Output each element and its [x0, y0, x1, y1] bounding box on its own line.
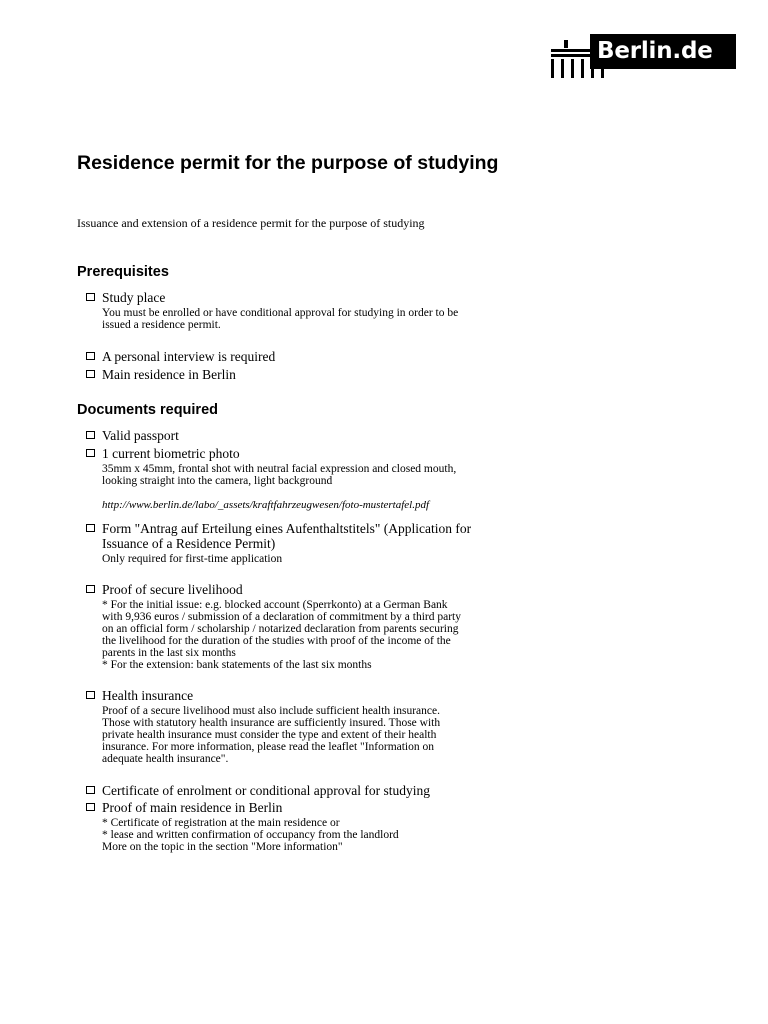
photo-template-link[interactable]: http://www.berlin.de/labo/_assets/kraftfahrzeugwesen/foto-mustertafel.pdf [102, 499, 430, 511]
page-title: Residence permit for the purpose of studying [77, 152, 499, 174]
checkbox-icon [86, 293, 95, 301]
item-label: Main residence in Berlin [102, 367, 236, 382]
item-label: Certificate of enrolment or conditional approval for studying [102, 783, 431, 798]
document-main-residence [86, 800, 526, 853]
checkbox-icon [86, 370, 95, 378]
documents-heading: Documents required [77, 402, 218, 418]
prerequisite-interview [86, 349, 526, 364]
berlin-logo[interactable] [550, 34, 736, 78]
document-application-form [86, 521, 526, 565]
item-note: * For the initial issue: e.g. blocked account (Sperrkonto) at a German Bank with 9,936 euros / submission of a declaration of commitment by a third party on an official form / scholarship / notarized declaration from parents securing the livelihood for the duration of the studies with proof of the income of the parents in the last six months * For the extension: bank statements of the last six months [102, 599, 461, 671]
checkbox-icon [86, 524, 95, 532]
item-label: Valid passport [102, 428, 179, 443]
checkbox-icon [86, 803, 95, 811]
item-note: 35mm x 45mm, frontal shot with neutral facial expression and closed mouth, looking straight into the camera, light background [102, 463, 457, 487]
item-label: Study place [102, 290, 166, 305]
prerequisite-residence [86, 367, 526, 382]
item-label: Proof of secure livelihood [102, 582, 243, 597]
checkbox-icon [86, 352, 95, 360]
item-note: You must be enrolled or have conditional approval for studying in order to be issued a residence permit. [102, 307, 459, 331]
item-note: Only required for first-time application [102, 553, 283, 565]
checkbox-icon [86, 585, 95, 593]
item-note: * Certificate of registration at the main residence or * lease and written confirmation of occupancy from the landlord More on the topic in the section "More information" [102, 817, 399, 853]
document-enrolment [86, 783, 526, 798]
checkbox-icon [86, 786, 95, 794]
logo-wordmark: Berlin.de [590, 34, 736, 69]
prerequisite-study-place [86, 290, 526, 331]
checkbox-icon [86, 691, 95, 699]
item-label: A personal interview is required [102, 349, 276, 364]
document-livelihood [86, 582, 526, 671]
checkbox-icon [86, 431, 95, 439]
item-label: 1 current biometric photo [102, 446, 240, 461]
prerequisites-heading: Prerequisites [77, 264, 169, 280]
checkbox-icon [86, 449, 95, 457]
page-subtitle: Issuance and extension of a residence permit for the purpose of studying [77, 216, 425, 230]
item-note: Proof of a secure livelihood must also include sufficient health insurance. Those with statutory health insurance are sufficiently insured. Those with private health insurance must consider the type and extent of their health insurance. For more information, please read the leaflet "Information on adequate health insurance". [102, 705, 441, 765]
document-health-insurance [86, 688, 526, 765]
item-label: Health insurance [102, 688, 194, 703]
item-label: Form "Antrag auf Erteilung eines Aufenthaltstitels" (Application for Issuance of a Residence Permit) [102, 521, 472, 551]
document-passport [86, 428, 526, 443]
document-photo [86, 446, 526, 511]
item-label: Proof of main residence in Berlin [102, 800, 283, 815]
